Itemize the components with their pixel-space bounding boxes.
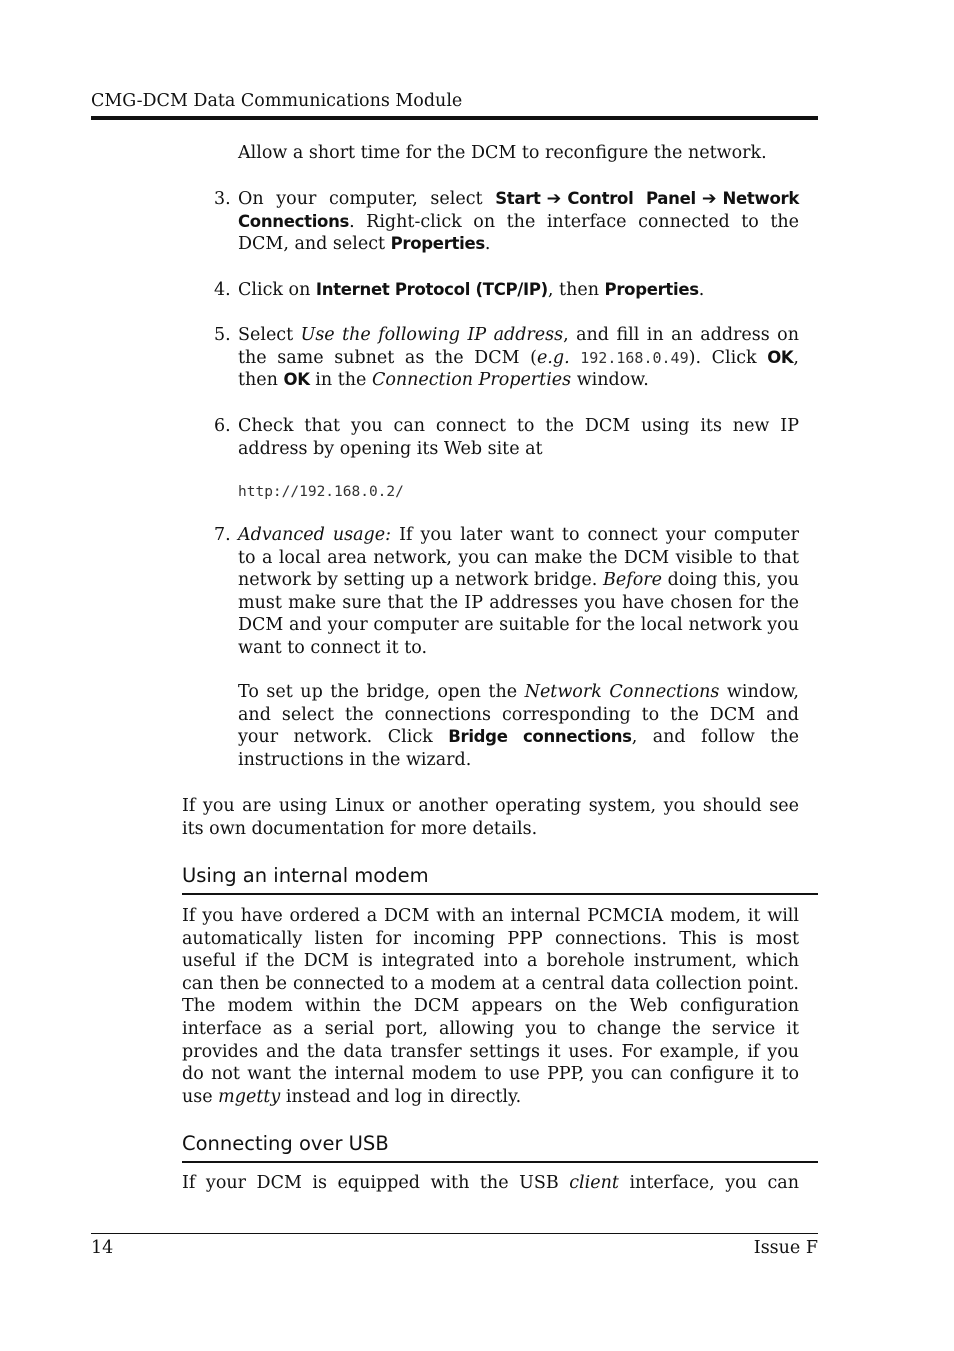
arrow-icon: ➔ (546, 189, 562, 209)
linux-note: If you are using Linux or another operating system, you should see its own documentation for more details. (182, 796, 799, 839)
footer-rule (91, 1233, 818, 1234)
step-4-text: Click on Internet Protocol (TCP/IP), then Properties. (238, 280, 705, 300)
usb-paragraph: If your DCM is equipped with the USB client interface, you can (182, 1173, 799, 1193)
step-3-text: On your computer, select Start ➔ Control Panel ➔ Network Connections. Right-click on the interface connected to the DCM, and select Properties. (238, 189, 799, 255)
item-tcpip: Internet Protocol (TCP/IP) (315, 280, 548, 299)
step-7-text: Advanced usage: If you later want to connect your computer to a local area network, you can make the DCM visible to that network by setting up a network bridge. Before doing this, you must make sure that the IP addresses you have chosen for the DCM and your computer are suitable for the local network you want to connect it to. (238, 525, 799, 658)
arrow-icon: ➔ (701, 189, 717, 209)
menu-network-connections: Network Connections (238, 189, 799, 231)
ip-address: 192.168.0.49 (580, 348, 689, 367)
step-number: 7. (214, 525, 231, 545)
step-7-bridge-text: To set up the bridge, open the Network Connections window, and select the connections corresponding to the DCM and your network. Click Bridge connections, and follow the instructions in the wizard. (238, 682, 799, 770)
section-heading-modem: Using an internal modem (182, 864, 429, 887)
modem-paragraph: If you have ordered a DCM with an internal PCMCIA modem, it will automatically listen for incoming PPP connections. This is most useful if the DCM is integrated into a borehole instrument, which can then be connected to a modem at a central data collection point. The modem within the DCM appears on the Web configuration interface as a serial port, allowing you to change the service it provides and the data transfer settings it uses. For example, if you do not want the internal modem to use PPP, you can configure it to use mgetty instead and log in directly. (182, 906, 799, 1107)
page-number: 14 (91, 1238, 114, 1258)
step-6-text: Check that you can connect to the DCM using its new IP address by opening its Web site at (238, 416, 799, 459)
section-heading-usb: Connecting over USB (182, 1132, 389, 1155)
menu-control-panel: Control Panel (567, 189, 696, 208)
ok-label: OK (283, 370, 310, 390)
menu-start: Start (495, 189, 541, 208)
header-rule (91, 116, 818, 120)
issue-label: Issue F (753, 1238, 818, 1258)
step-number: 6. (214, 416, 231, 436)
menu-properties: Properties (390, 234, 485, 254)
bridge-connections-label: Bridge connections (448, 727, 632, 747)
step-number: 5. (214, 325, 231, 345)
step-number: 4. (214, 280, 231, 300)
step-5-text: Select Use the following IP address, and fill in an address on the same subnet as the DCM (e.g. 192.168.0.49). Click OK, then OK in the Connection Properties window. (238, 325, 799, 391)
ok-label: OK (767, 347, 794, 367)
intro-paragraph: Allow a short time for the DCM to reconfigure the network. (238, 143, 767, 163)
dcm-url: http://192.168.0.2/ (238, 484, 404, 500)
heading-rule (182, 893, 818, 895)
menu-properties: Properties (604, 280, 699, 299)
heading-rule (182, 1161, 818, 1163)
running-header: CMG-DCM Data Communications Module (91, 91, 463, 111)
step-number: 3. (214, 189, 231, 209)
